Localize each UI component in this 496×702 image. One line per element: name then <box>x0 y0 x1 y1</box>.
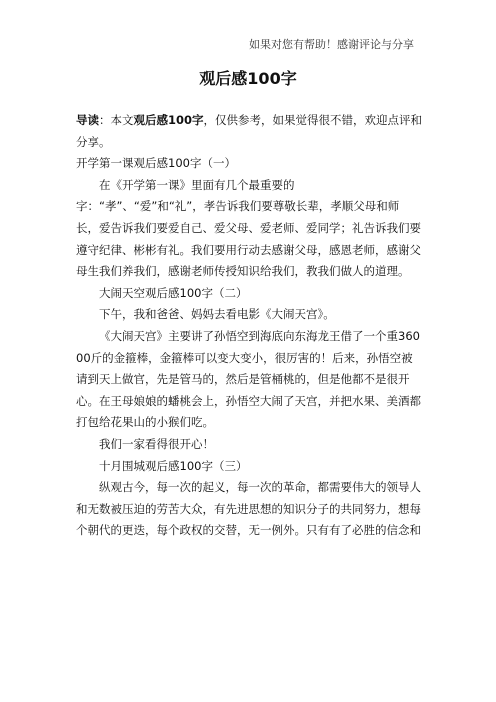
section-heading-3: 十月围城观后感100字（三） <box>99 458 248 473</box>
section-heading-2: 大闹天空观后感100字（二） <box>99 285 248 300</box>
section-heading-1: 开学第一课观后感100字（一） <box>76 156 236 171</box>
paragraph-3: 《大闹天宫》主要讲了孙悟空到海底向东海龙王借了一个重36000斤的金箍棒，金箍棒可以变大变小，很厉害的！后来，孙悟空被请到天上做官，先是管马的，然后是管桶桃的，但是他都不是很开心。在王母娘娘的蟠桃会上，孙悟空大闹了天宫，并把水果、美酒都打包给花果山的小猴们吃。 <box>76 328 421 430</box>
paragraph-2: 下午，我和爸爸、妈妈去看电影《大闹天宫》。 <box>99 307 335 322</box>
lead-rest: ，仅供参考，如果觉得很不错，欢迎点评和分享。 <box>76 113 423 149</box>
page-title: 观后感100字 <box>199 69 297 88</box>
paragraph-1: 在《开学第一课》里面有几个最重要的字：“孝”、“爱”和“礼”，孝告诉我们要尊敬长辈，孝顺父母和师长，爱告诉我们要爱自己、爱父母、爱老师、爱同学；礼告诉我们要遵守纪律、彬彬有礼。我们要用行动去感谢父母，感恩老师，感谢父母生我们养我们，感谢老师传授知识给我们，教我们做人的道理。 <box>76 177 421 279</box>
lead-label: 导读 <box>76 113 99 127</box>
lead-title-ref: 观后感100字 <box>133 113 204 127</box>
lead-paragraph <box>76 110 422 153</box>
document-body <box>76 110 422 542</box>
lead-separator: ：本文 <box>99 113 134 127</box>
paragraph-4: 我们一家看得很开心！ <box>99 436 214 451</box>
header-note: 如果对您有帮助！感谢评论与分享 <box>249 38 414 51</box>
paragraph-5: 纵观古今，每一次的起义，每一次的革命，都需要伟大的领导人和无数被压迫的劳苦大众，有先进思想的知识分子的共同努力，想每个朝代的更迭，每个政权的交替，无一例外。只有有了必胜的信念和 <box>76 480 421 538</box>
